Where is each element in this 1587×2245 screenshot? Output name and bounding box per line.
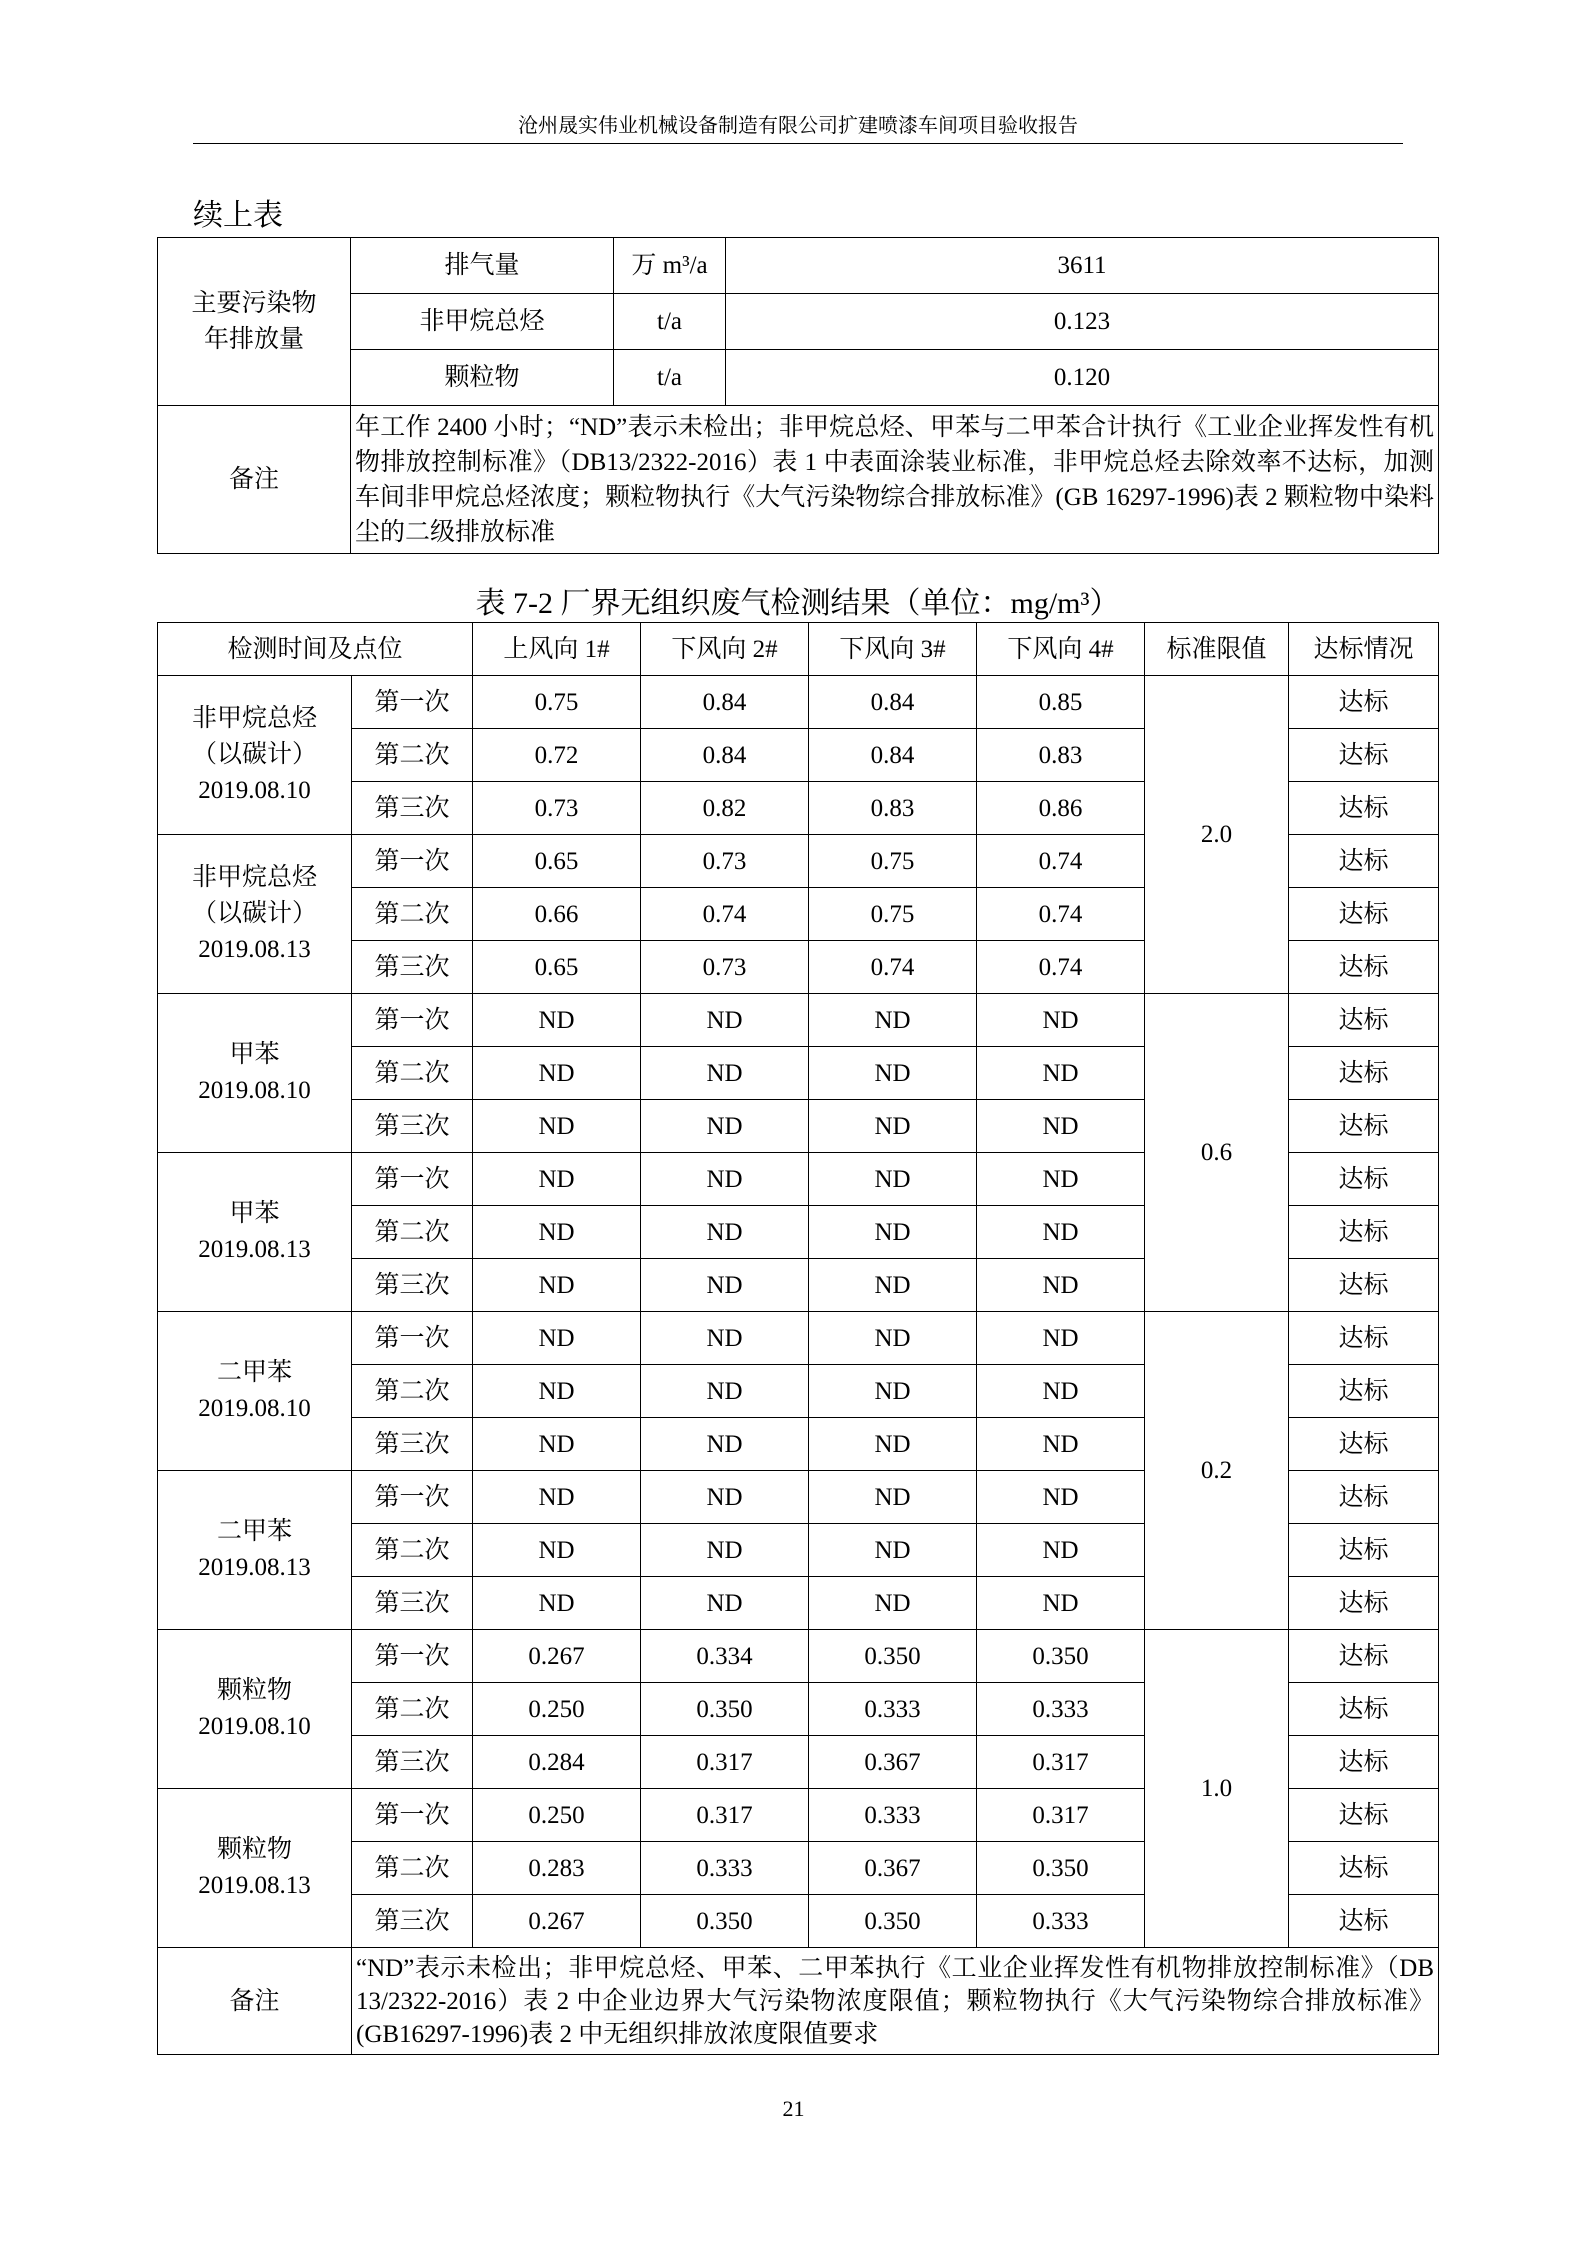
measurement-cell: 0.65 (473, 941, 641, 994)
measurement-cell: ND (473, 1365, 641, 1418)
measurement-cell: 0.73 (473, 782, 641, 835)
measurement-cell: ND (473, 1100, 641, 1153)
compliance-status-cell: 达标 (1289, 1206, 1439, 1259)
pollutant-group-cell (158, 676, 352, 835)
measurement-cell: 0.75 (809, 835, 977, 888)
standard-limit-cell: 0.6 (1145, 994, 1289, 1312)
pollutant-name: 颗粒物 (216, 1836, 292, 1863)
fugitive-emission-table (157, 622, 1439, 2055)
item-cell: 非甲烷总烃 (351, 294, 614, 350)
compliance-status-cell: 达标 (1289, 1895, 1439, 1948)
measurement-cell: ND (977, 994, 1145, 1047)
measurement-cell: 0.267 (473, 1630, 641, 1683)
measurement-cell: 0.86 (977, 782, 1145, 835)
measurement-cell: ND (641, 1100, 809, 1153)
sampling-round-cell: 第一次 (352, 835, 473, 888)
measurement-cell: 0.350 (809, 1630, 977, 1683)
standard-limit-cell: 0.2 (1145, 1312, 1289, 1630)
measurement-cell: ND (977, 1100, 1145, 1153)
unit-cell: t/a (614, 294, 726, 350)
sampling-round-cell: 第一次 (352, 1789, 473, 1842)
column-header: 下风向 3# (809, 623, 977, 676)
measurement-cell: ND (473, 1418, 641, 1471)
measurement-cell: ND (809, 1312, 977, 1365)
measurement-cell: 0.317 (977, 1736, 1145, 1789)
note-label: 备注 (158, 406, 351, 554)
compliance-status-cell: 达标 (1289, 1577, 1439, 1630)
sampling-round-cell: 第一次 (352, 1153, 473, 1206)
measurement-cell: 0.250 (473, 1683, 641, 1736)
sample-date: 2019.08.10 (198, 1077, 311, 1104)
sampling-round-cell: 第三次 (352, 1418, 473, 1471)
value-cell: 0.123 (726, 294, 1439, 350)
column-header: 检测时间及点位 (158, 623, 473, 676)
pollutant-group-cell (158, 1789, 352, 1948)
pollutant-note: （以碳计） (191, 900, 317, 927)
measurement-cell: ND (641, 1471, 809, 1524)
sample-date: 2019.08.13 (198, 1872, 311, 1899)
sampling-round-cell: 第三次 (352, 1736, 473, 1789)
measurement-cell: 0.333 (977, 1683, 1145, 1736)
pollutant-group-cell (158, 1153, 352, 1312)
measurement-cell: 0.317 (641, 1736, 809, 1789)
measurement-cell: 0.350 (809, 1895, 977, 1948)
compliance-status-cell: 达标 (1289, 1630, 1439, 1683)
measurement-cell: ND (473, 1471, 641, 1524)
measurement-cell: ND (473, 994, 641, 1047)
compliance-status-cell: 达标 (1289, 1153, 1439, 1206)
measurement-cell: ND (641, 1418, 809, 1471)
item-cell: 颗粒物 (351, 350, 614, 406)
measurement-cell: ND (977, 1524, 1145, 1577)
measurement-cell: ND (641, 1259, 809, 1312)
table-row (158, 994, 1439, 1047)
pollutant-name: 二甲苯 (216, 1518, 292, 1545)
page-number: 21 (782, 2096, 805, 2121)
measurement-cell: 0.83 (977, 729, 1145, 782)
measurement-cell: 0.283 (473, 1842, 641, 1895)
unit-cell: t/a (614, 350, 726, 406)
sampling-round-cell: 第二次 (352, 729, 473, 782)
sampling-round-cell: 第一次 (352, 1471, 473, 1524)
measurement-cell: 0.333 (977, 1895, 1145, 1948)
pollutant-name: 非甲烷总烃 (191, 864, 317, 891)
measurement-cell: 0.84 (809, 676, 977, 729)
measurement-cell: 0.74 (977, 941, 1145, 994)
sample-date: 2019.08.13 (198, 1554, 311, 1581)
sampling-round-cell: 第二次 (352, 888, 473, 941)
measurement-cell: ND (809, 1577, 977, 1630)
measurement-cell: 0.334 (641, 1630, 809, 1683)
measurement-cell: 0.250 (473, 1789, 641, 1842)
compliance-status-cell: 达标 (1289, 676, 1439, 729)
measurement-cell: 0.350 (977, 1842, 1145, 1895)
compliance-status-cell: 达标 (1289, 1418, 1439, 1471)
measurement-cell: 0.350 (641, 1683, 809, 1736)
table-row (158, 350, 1439, 406)
page-header: 沧州晟实伟业机械设备制造有限公司扩建喷漆车间项目验收报告 (193, 109, 1403, 144)
compliance-status-cell: 达标 (1289, 729, 1439, 782)
measurement-cell: 0.317 (977, 1789, 1145, 1842)
table-row (158, 1312, 1439, 1365)
measurement-cell: ND (809, 1047, 977, 1100)
pollutant-name: 非甲烷总烃 (191, 705, 317, 732)
measurement-cell: 0.74 (977, 888, 1145, 941)
measurement-cell: ND (473, 1577, 641, 1630)
compliance-status-cell: 达标 (1289, 994, 1439, 1047)
measurement-cell: ND (641, 994, 809, 1047)
measurement-cell: ND (977, 1047, 1145, 1100)
compliance-status-cell: 达标 (1289, 1524, 1439, 1577)
measurement-cell: ND (641, 1206, 809, 1259)
compliance-status-cell: 达标 (1289, 1047, 1439, 1100)
group-label-line1: 主要污染物 (191, 289, 317, 317)
measurement-cell: ND (641, 1577, 809, 1630)
measurement-cell: ND (977, 1577, 1145, 1630)
sample-date: 2019.08.13 (198, 936, 311, 963)
measurement-cell: 0.333 (809, 1789, 977, 1842)
measurement-cell: ND (473, 1312, 641, 1365)
value-cell: 3611 (726, 238, 1439, 294)
measurement-cell: ND (809, 1206, 977, 1259)
pollutant-name: 甲苯 (229, 1041, 280, 1068)
pollutant-name: 二甲苯 (216, 1359, 292, 1386)
measurement-cell: 0.66 (473, 888, 641, 941)
sampling-round-cell: 第二次 (352, 1842, 473, 1895)
measurement-cell: ND (809, 1100, 977, 1153)
sampling-round-cell: 第三次 (352, 1259, 473, 1312)
measurement-cell: 0.73 (641, 941, 809, 994)
measurement-cell: 0.82 (641, 782, 809, 835)
measurement-cell: 0.333 (641, 1842, 809, 1895)
pollutant-name: 颗粒物 (216, 1677, 292, 1704)
measurement-cell: 0.65 (473, 835, 641, 888)
compliance-status-cell: 达标 (1289, 1100, 1439, 1153)
measurement-cell: ND (977, 1259, 1145, 1312)
item-cell: 排气量 (351, 238, 614, 294)
measurement-cell: 0.73 (641, 835, 809, 888)
column-header: 下风向 2# (641, 623, 809, 676)
sampling-round-cell: 第二次 (352, 1683, 473, 1736)
measurement-cell: ND (977, 1312, 1145, 1365)
sampling-round-cell: 第一次 (352, 1312, 473, 1365)
pollutant-group-cell (158, 1471, 352, 1630)
table-row (158, 238, 1439, 294)
sampling-round-cell: 第二次 (352, 1524, 473, 1577)
measurement-cell: ND (977, 1471, 1145, 1524)
measurement-cell: 0.84 (641, 729, 809, 782)
compliance-status-cell: 达标 (1289, 1736, 1439, 1789)
sampling-round-cell: 第一次 (352, 1630, 473, 1683)
sampling-round-cell: 第二次 (352, 1365, 473, 1418)
table-body (158, 676, 1439, 1948)
sampling-round-cell: 第三次 (352, 1577, 473, 1630)
note-label: 备注 (158, 1948, 352, 2055)
column-header: 标准限值 (1145, 623, 1289, 676)
standard-limit-cell: 2.0 (1145, 676, 1289, 994)
measurement-cell: ND (473, 1524, 641, 1577)
measurement-cell: ND (641, 1047, 809, 1100)
standard-limit-cell: 1.0 (1145, 1630, 1289, 1948)
measurement-cell: ND (809, 1153, 977, 1206)
measurement-cell: 0.84 (641, 676, 809, 729)
pollutant-group-cell (158, 994, 352, 1153)
measurement-cell: 0.74 (977, 835, 1145, 888)
unit-cell: 万 m³/a (614, 238, 726, 294)
measurement-cell: 0.84 (809, 729, 977, 782)
compliance-status-cell: 达标 (1289, 888, 1439, 941)
sampling-round-cell: 第三次 (352, 782, 473, 835)
sample-date: 2019.08.10 (198, 1395, 311, 1422)
table-row (158, 294, 1439, 350)
measurement-cell: ND (809, 994, 977, 1047)
note-text: 年工作 2400 小时；“ND”表示未检出；非甲烷总烃、甲苯与二甲苯合计执行《工业企业挥发性有机物排放控制标准》（DB13/2322-2016）表 1 中表面涂装业标准，非甲烷总烃去除效率不达标，加测车间非甲烷总烃浓度；颗粒物执行《大气污染物综合排放标准》(GB 16297-1996)表 2 颗粒物中染料尘的二级排放标准 (351, 406, 1439, 554)
pollutant-group-cell (158, 1312, 352, 1471)
compliance-status-cell: 达标 (1289, 1365, 1439, 1418)
annual-emission-table (157, 237, 1439, 554)
pollutant-note: （以碳计） (191, 741, 317, 768)
compliance-status-cell: 达标 (1289, 1683, 1439, 1736)
measurement-cell: ND (809, 1524, 977, 1577)
table-row (158, 1630, 1439, 1683)
measurement-cell: ND (641, 1365, 809, 1418)
measurement-cell: ND (641, 1153, 809, 1206)
group-label-cell (158, 238, 351, 406)
table-row (158, 1948, 1439, 2055)
column-header: 达标情况 (1289, 623, 1439, 676)
pollutant-group-cell (158, 1630, 352, 1789)
compliance-status-cell: 达标 (1289, 1842, 1439, 1895)
sampling-round-cell: 第一次 (352, 994, 473, 1047)
measurement-cell: ND (977, 1153, 1145, 1206)
column-header: 下风向 4# (977, 623, 1145, 676)
group-label-line2: 年排放量 (203, 325, 304, 353)
compliance-status-cell: 达标 (1289, 1259, 1439, 1312)
measurement-cell: ND (473, 1153, 641, 1206)
measurement-cell: 0.75 (809, 888, 977, 941)
sample-date: 2019.08.10 (198, 777, 311, 804)
sampling-round-cell: 第二次 (352, 1047, 473, 1100)
measurement-cell: ND (473, 1206, 641, 1259)
table-row (158, 406, 1439, 554)
measurement-cell: ND (809, 1471, 977, 1524)
measurement-cell: 0.350 (977, 1630, 1145, 1683)
table-header-row (158, 623, 1439, 676)
note-text: “ND”表示未检出；非甲烷总烃、甲苯、二甲苯执行《工业企业挥发性有机物排放控制标准》（DB 13/2322-2016）表 2 中企业边界大气污染物浓度限值；颗粒物执行《大气污染物综合排放标准》(GB16297-1996)表 2 中无组织排放浓度限值要求 (352, 1948, 1439, 2055)
sampling-round-cell: 第三次 (352, 1895, 473, 1948)
table-row (158, 676, 1439, 729)
measurement-cell: ND (473, 1047, 641, 1100)
sample-date: 2019.08.10 (198, 1713, 311, 1740)
measurement-cell: ND (641, 1312, 809, 1365)
continued-table-title: 续上表 (193, 198, 283, 233)
compliance-status-cell: 达标 (1289, 1789, 1439, 1842)
measurement-cell: 0.367 (809, 1842, 977, 1895)
measurement-cell: 0.333 (809, 1683, 977, 1736)
compliance-status-cell: 达标 (1289, 1312, 1439, 1365)
compliance-status-cell: 达标 (1289, 835, 1439, 888)
measurement-cell: ND (473, 1259, 641, 1312)
measurement-cell: 0.317 (641, 1789, 809, 1842)
measurement-cell: ND (809, 1418, 977, 1471)
compliance-status-cell: 达标 (1289, 1471, 1439, 1524)
pollutant-name: 甲苯 (229, 1200, 280, 1227)
pollutant-group-cell (158, 835, 352, 994)
measurement-cell: 0.83 (809, 782, 977, 835)
compliance-status-cell: 达标 (1289, 941, 1439, 994)
sampling-round-cell: 第三次 (352, 941, 473, 994)
measurement-cell: 0.267 (473, 1895, 641, 1948)
measurement-cell: ND (977, 1365, 1145, 1418)
measurement-cell: 0.284 (473, 1736, 641, 1789)
measurement-cell: ND (809, 1365, 977, 1418)
measurement-cell: 0.74 (641, 888, 809, 941)
sampling-round-cell: 第二次 (352, 1206, 473, 1259)
measurement-cell: 0.75 (473, 676, 641, 729)
table-caption: 表 7-2 厂界无组织废气检测结果（单位：mg/m³） (475, 587, 1120, 620)
measurement-cell: ND (809, 1259, 977, 1312)
measurement-cell: 0.72 (473, 729, 641, 782)
measurement-cell: ND (977, 1206, 1145, 1259)
sampling-round-cell: 第一次 (352, 676, 473, 729)
measurement-cell: 0.74 (809, 941, 977, 994)
column-header: 上风向 1# (473, 623, 641, 676)
measurement-cell: 0.85 (977, 676, 1145, 729)
value-cell: 0.120 (726, 350, 1439, 406)
measurement-cell: 0.367 (809, 1736, 977, 1789)
compliance-status-cell: 达标 (1289, 782, 1439, 835)
sampling-round-cell: 第三次 (352, 1100, 473, 1153)
sample-date: 2019.08.13 (198, 1236, 311, 1263)
measurement-cell: 0.350 (641, 1895, 809, 1948)
measurement-cell: ND (977, 1418, 1145, 1471)
measurement-cell: ND (641, 1524, 809, 1577)
